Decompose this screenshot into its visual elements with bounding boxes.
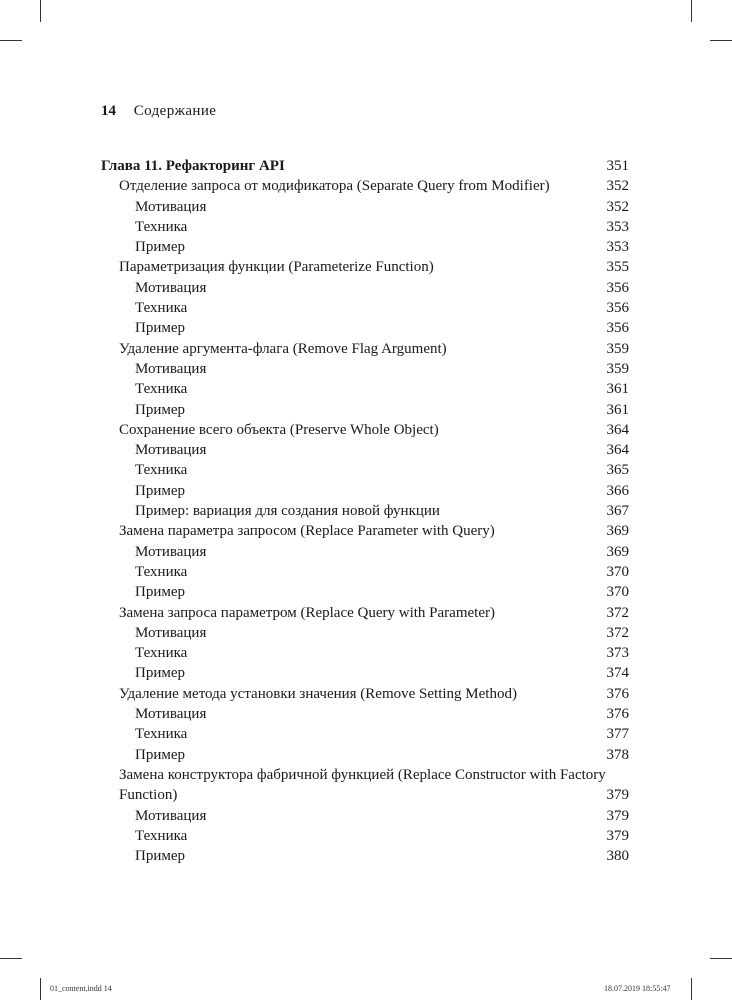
toc-entry-title: Сохранение всего объекта (Preserve Whole Object) bbox=[119, 421, 439, 438]
toc-entry-title: Удаление метода установки значения (Remove Setting Method) bbox=[119, 685, 517, 702]
toc-entry-title: Мотивация bbox=[135, 279, 207, 296]
toc-entry-page: 374 bbox=[606, 665, 629, 682]
toc-subsection bbox=[101, 542, 629, 562]
toc-entry-title: Мотивация bbox=[135, 807, 207, 824]
toc-entry-page: 352 bbox=[606, 178, 629, 195]
toc-subsection bbox=[101, 237, 629, 257]
toc-section bbox=[101, 603, 629, 623]
toc-entry-title: Пример bbox=[135, 320, 186, 337]
toc-entry-page: 356 bbox=[606, 320, 629, 337]
toc-entry-title: Мотивация bbox=[135, 624, 207, 641]
toc-subsection bbox=[101, 663, 629, 683]
toc-chapter bbox=[101, 156, 629, 176]
table-of-contents bbox=[101, 156, 629, 866]
toc-subsection bbox=[101, 197, 629, 217]
crop-mark bbox=[691, 0, 692, 22]
toc-entry-page: 369 bbox=[606, 523, 629, 540]
toc-entry-page: 379 bbox=[606, 787, 629, 804]
toc-subsection bbox=[101, 278, 629, 298]
toc-entry-page: 353 bbox=[606, 218, 629, 235]
crop-mark bbox=[0, 958, 22, 959]
toc-subsection bbox=[101, 582, 629, 602]
toc-entry-title: Пример bbox=[135, 482, 186, 499]
toc-subsection bbox=[101, 481, 629, 501]
toc-entry-title: Техника bbox=[135, 563, 188, 580]
toc-subsection bbox=[101, 501, 629, 521]
toc-entry-page: 361 bbox=[606, 381, 629, 398]
toc-entry-page: 380 bbox=[606, 848, 629, 865]
toc-subsection bbox=[101, 400, 629, 420]
toc-entry-title: Пример: вариация для создания новой функции bbox=[135, 503, 440, 520]
toc-subsection bbox=[101, 724, 629, 744]
toc-entry-page: 366 bbox=[606, 482, 629, 499]
toc-entry-title: Мотивация bbox=[135, 706, 207, 723]
toc-subsection bbox=[101, 806, 629, 826]
toc-entry-title: Техника bbox=[135, 462, 188, 479]
toc-section bbox=[101, 521, 629, 541]
toc-subsection bbox=[101, 298, 629, 318]
toc-entry-title: Параметризация функции (Parameterize Function) bbox=[119, 259, 434, 276]
toc-entry-page: 376 bbox=[606, 706, 629, 723]
toc-entry-title: Пример bbox=[135, 746, 186, 763]
toc-subsection bbox=[101, 318, 629, 338]
toc-entry-page: 351 bbox=[606, 158, 629, 174]
toc-entry-title: Пример bbox=[135, 239, 186, 256]
toc-entry-page: 378 bbox=[606, 746, 629, 763]
toc-entry-title: Техника bbox=[135, 381, 188, 398]
toc-section bbox=[101, 684, 629, 704]
toc-entry-page: 359 bbox=[606, 360, 629, 377]
toc-entry-page: 370 bbox=[606, 563, 629, 580]
crop-mark bbox=[710, 958, 732, 959]
crop-mark bbox=[691, 978, 692, 1000]
toc-entry-title-continued: Function) bbox=[119, 787, 178, 804]
toc-subsection bbox=[101, 704, 629, 724]
toc-entry-title: Мотивация bbox=[135, 198, 207, 215]
toc-entry-page: 355 bbox=[606, 259, 629, 276]
toc-entry-title: Пример bbox=[135, 401, 186, 418]
toc-entry-title: Техника bbox=[135, 645, 188, 662]
section-title: Содержание bbox=[133, 103, 217, 119]
toc-subsection bbox=[101, 826, 629, 846]
toc-entry-page: 379 bbox=[606, 807, 629, 824]
toc-section bbox=[101, 339, 629, 359]
toc-entry-page: 365 bbox=[606, 462, 629, 479]
toc-entry-page: 359 bbox=[606, 340, 629, 357]
toc-entry-page: 373 bbox=[606, 645, 629, 662]
toc-entry-page: 379 bbox=[606, 827, 629, 844]
toc-subsection bbox=[101, 440, 629, 460]
slug-timestamp: 18.07.2019 18:55:47 bbox=[604, 984, 671, 993]
toc-section bbox=[101, 176, 629, 196]
page-number: 14 bbox=[101, 103, 116, 119]
toc-section bbox=[101, 765, 629, 806]
crop-mark bbox=[0, 40, 22, 41]
toc-entry-page: 370 bbox=[606, 584, 629, 601]
toc-subsection bbox=[101, 643, 629, 663]
toc-subsection bbox=[101, 623, 629, 643]
toc-entry-title: Мотивация bbox=[135, 442, 207, 459]
slug-file-name: 01_content.indd 14 bbox=[50, 984, 112, 993]
toc-entry-page: 372 bbox=[606, 604, 629, 621]
toc-entry-page: 369 bbox=[606, 543, 629, 560]
toc-entry-page: 364 bbox=[606, 442, 629, 459]
toc-subsection bbox=[101, 217, 629, 237]
toc-entry-title: Техника bbox=[135, 827, 188, 844]
toc-entry-page: 356 bbox=[606, 300, 629, 317]
toc-entry-page: 376 bbox=[606, 685, 629, 702]
toc-entry-page: 377 bbox=[606, 726, 629, 743]
toc-subsection bbox=[101, 379, 629, 399]
toc-entry-title: Замена конструктора фабричной функцией (Replace Constructor with Factory bbox=[119, 766, 606, 783]
crop-mark bbox=[40, 0, 41, 22]
toc-entry-page: 367 bbox=[606, 503, 629, 520]
toc-entry-title: Замена параметра запросом (Replace Parameter with Query) bbox=[119, 523, 495, 540]
toc-section bbox=[101, 257, 629, 277]
toc-subsection bbox=[101, 359, 629, 379]
running-head bbox=[101, 103, 216, 120]
toc-subsection bbox=[101, 745, 629, 765]
crop-mark bbox=[710, 40, 732, 41]
toc-entry-page: 356 bbox=[606, 279, 629, 296]
toc-entry-page: 352 bbox=[606, 198, 629, 215]
toc-entry-title: Пример bbox=[135, 848, 186, 865]
toc-entry-page: 361 bbox=[606, 401, 629, 418]
toc-entry-page: 353 bbox=[606, 239, 629, 256]
toc-entry-title: Отделение запроса от модификатора (Separate Query from Modifier) bbox=[119, 178, 550, 195]
toc-entry-page: 372 bbox=[606, 624, 629, 641]
toc-entry-title: Замена запроса параметром (Replace Query with Parameter) bbox=[119, 604, 495, 621]
toc-entry-title: Удаление аргумента-флага (Remove Flag Argument) bbox=[119, 340, 447, 357]
toc-entry-title: Пример bbox=[135, 584, 186, 601]
toc-entry-title: Мотивация bbox=[135, 543, 207, 560]
toc-entry-page: 364 bbox=[606, 421, 629, 438]
toc-entry-title: Техника bbox=[135, 218, 188, 235]
crop-mark bbox=[40, 978, 41, 1000]
toc-subsection bbox=[101, 460, 629, 480]
toc-entry-title: Пример bbox=[135, 665, 186, 682]
toc-entry-title: Техника bbox=[135, 300, 188, 317]
toc-subsection bbox=[101, 562, 629, 582]
toc-section bbox=[101, 420, 629, 440]
toc-entry-title: Техника bbox=[135, 726, 188, 743]
toc-subsection bbox=[101, 846, 629, 866]
toc-entry-title: Глава 11. Рефакторинг API bbox=[101, 158, 285, 174]
toc-entry-title: Мотивация bbox=[135, 360, 207, 377]
